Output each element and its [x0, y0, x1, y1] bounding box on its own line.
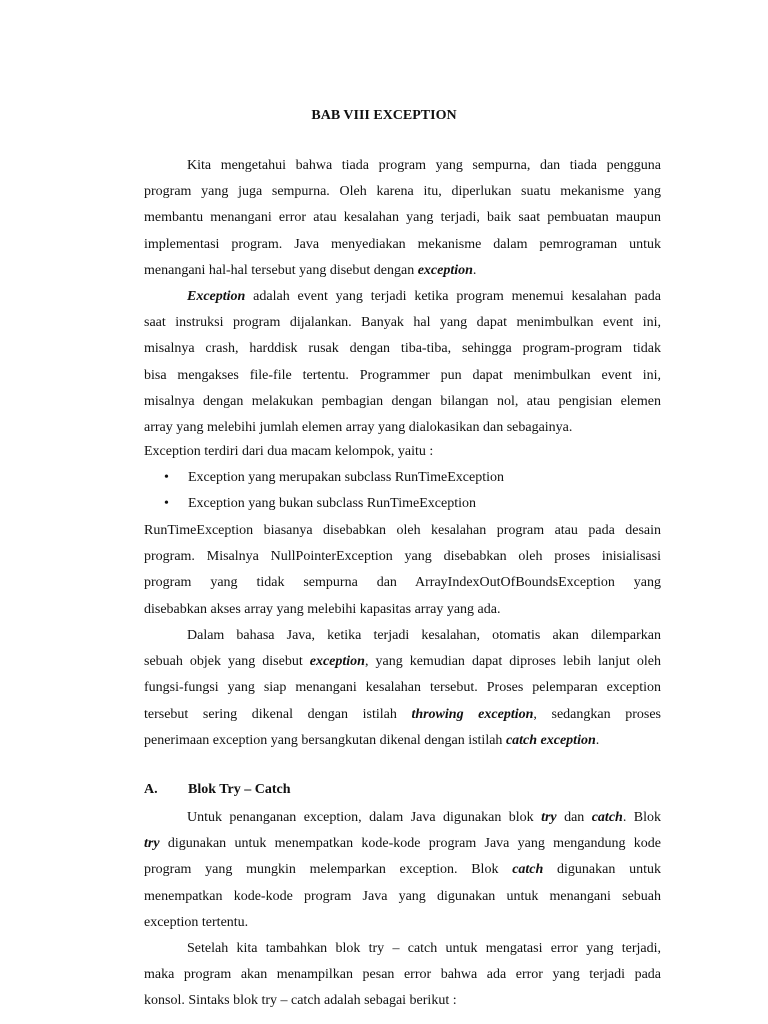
text-run: Untuk penanganan exception, dalam Java digunakan blok — [187, 810, 542, 825]
text-line: array yang melebihi jumlah elemen array yang dialokasikan dan sebagainya. — [144, 420, 573, 436]
emphasis-term: try — [541, 810, 557, 825]
text-run: , yang kemudian dapat diproses lebih lanjut oleh — [364, 654, 661, 670]
text-line: misalnya dengan melakukan pembagian dengan bilangan nol, atau pengisian elemen — [144, 393, 661, 409]
chapter-title: BAB VIII EXCEPTION — [311, 108, 457, 123]
text-line — [144, 728, 661, 754]
text-line: saat instruksi program dijalankan. Banyak hal yang dapat menimbulkan event ini, — [144, 315, 661, 331]
section-title: Blok Try – Catch — [188, 782, 291, 797]
list-item — [144, 465, 661, 491]
emphasis-term: exception — [417, 262, 473, 278]
paragraph-intro — [144, 153, 661, 284]
text-line: implementasi program. Java menyediakan mekanisme dalam pemrograman untuk — [144, 236, 661, 252]
text-line: membantu menangani error atau kesalahan yang terjadi, baik saat pembuatan maupun — [144, 210, 661, 226]
text-line: program yang tidak sempurna dan ArrayIndexOutOfBoundsException yang — [144, 575, 661, 591]
text-line: misalnya crash, harddisk rusak dengan tiba-tiba, sehingga program-program tidak — [144, 341, 661, 357]
text-run: tersebut sering dikenal dengan istilah — [144, 706, 412, 722]
list-item — [144, 491, 661, 517]
text-run: adalah event yang terjadi ketika program menemui kesalahan pada — [245, 289, 661, 304]
section-heading — [144, 782, 291, 798]
text-line: konsol. Sintaks blok try – catch adalah sebagai berikut : — [144, 993, 457, 1009]
text-line: bisa mengakses file-file tertentu. Programmer pun dapat menimbulkan event ini, — [144, 367, 661, 383]
text-line — [144, 831, 661, 857]
text-run: . — [595, 732, 600, 748]
section-number: A. — [144, 782, 158, 797]
text-line: Kita mengetahui bahwa tiada program yang sempurna, dan tiada pengguna — [187, 158, 661, 173]
text-run: sebuah objek yang disebut — [144, 654, 310, 670]
text-line — [144, 805, 661, 831]
text-run: . Blok — [622, 810, 661, 825]
text-run: digunakan untuk — [543, 862, 661, 878]
text-line — [144, 649, 661, 675]
emphasis-term: catch — [591, 810, 623, 825]
text-line: exception tertentu. — [144, 914, 249, 930]
text-line: maka program akan menampilkan pesan error bahwa ada error yang terjadi pada — [144, 967, 661, 983]
text-line: Setelah kita tambahkan blok try – catch untuk mengatasi error yang terjadi, — [187, 941, 661, 956]
paragraph-java — [144, 623, 661, 754]
emphasis-term: try — [144, 836, 160, 852]
list-item-text: Exception yang bukan subclass RunTimeException — [188, 496, 476, 512]
emphasis-term: throwing exception — [411, 706, 534, 722]
emphasis-term: catch exception — [505, 732, 596, 748]
paragraph-syntax — [144, 936, 661, 1015]
bullet-list — [144, 465, 661, 517]
list-item-text: Exception yang merupakan subclass RunTimeException — [188, 470, 504, 486]
bullet-icon: • — [164, 496, 169, 512]
emphasis-term: catch — [512, 862, 544, 878]
text-line — [144, 857, 661, 883]
text-line — [144, 284, 661, 310]
text-line: program. Misalnya NullPointerException yang disebabkan oleh proses inisialisasi — [144, 549, 661, 565]
text-line: RunTimeException biasanya disebabkan oleh kesalahan program atau pada desain — [144, 523, 661, 538]
text-line: Exception terdiri dari dua macam kelompok, yaitu : — [144, 444, 434, 459]
text-run: digunakan untuk menempatkan kode-kode program Java yang mengandung kode — [159, 836, 661, 852]
text-line: menempatkan kode-kode program Java yang digunakan untuk menangani sebuah — [144, 888, 661, 904]
emphasis-term: Exception — [187, 289, 246, 304]
text-run: menangani hal-hal tersebut yang disebut dengan — [144, 262, 418, 278]
text-line — [144, 258, 661, 284]
text-run: dan — [556, 810, 592, 825]
paragraph-definition — [144, 284, 661, 441]
paragraph-try-catch — [144, 805, 661, 936]
paragraph-kinds — [144, 439, 661, 518]
text-line — [144, 702, 661, 728]
bullet-icon: • — [164, 470, 169, 486]
text-run: program yang mungkin melemparkan exception. Blok — [144, 862, 513, 878]
text-line: fungsi-fungsi yang siap menangani kesalahan tersebut. Proses pelemparan exception — [144, 680, 661, 696]
text-line: program yang juga sempurna. Oleh karena itu, diperlukan suatu mekanisme yang — [144, 184, 661, 200]
text-line: Dalam bahasa Java, ketika terjadi kesalahan, otomatis akan dilemparkan — [187, 628, 661, 643]
emphasis-term: exception — [309, 654, 365, 670]
text-run: , sedangkan proses — [533, 706, 661, 722]
paragraph-runtime — [144, 518, 661, 623]
text-line: disebabkan akses array yang melebihi kapasitas array yang ada. — [144, 601, 501, 617]
text-run: penerimaan exception yang bersangkutan dikenal dengan istilah — [144, 732, 506, 748]
text-run: . — [472, 262, 477, 278]
